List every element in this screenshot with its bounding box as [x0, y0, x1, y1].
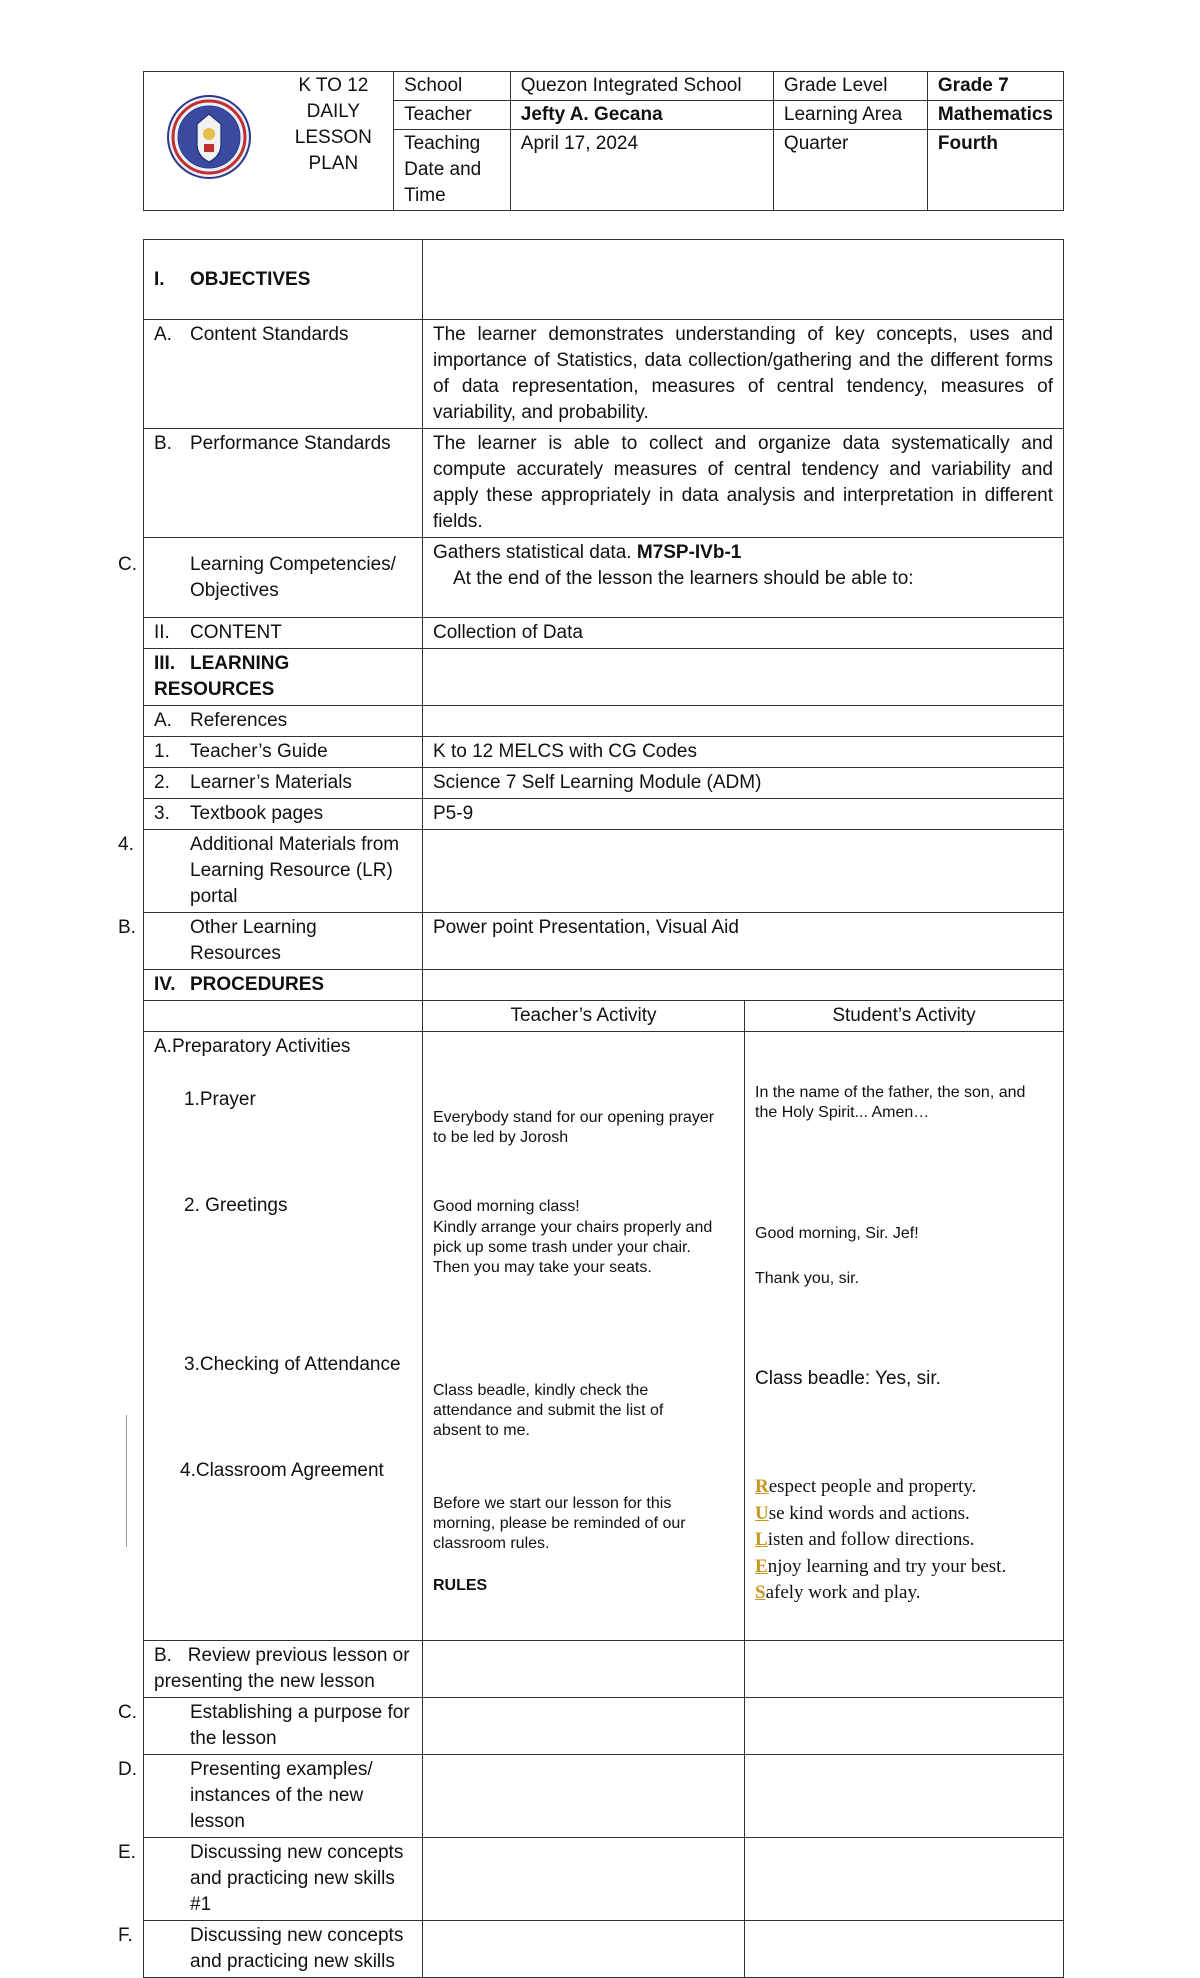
references-label: [144, 706, 423, 737]
area-value: Mathematics: [927, 101, 1063, 130]
item-label: Content Standards: [190, 324, 349, 345]
rule-letter: E: [755, 1555, 768, 1577]
additional-materials-label: [118, 830, 423, 913]
rule-item: [755, 1554, 1006, 1581]
performance-standards-value: The learner is able to collect and organize data systematically and compute accurately measures of central tendency and variability and apply these appropriately in data analysis and interpretation in different fields.: [423, 429, 1064, 538]
quarter-label: Quarter: [773, 130, 927, 211]
greetings-label: 2. Greetings: [184, 1195, 288, 1216]
rule-item: [755, 1501, 1006, 1528]
content-value: Collection of Data: [423, 618, 1064, 649]
agreement-teacher-text: Before we start our lesson for this morning, please be reminded of our classroom rules.: [433, 1495, 686, 1552]
grade-value: Grade 7: [927, 72, 1063, 101]
section-number: III.: [154, 653, 176, 674]
section-label: PROCEDURES: [190, 974, 325, 995]
deped-seal: [144, 72, 274, 211]
rule-text: njoy learning and try your best.: [767, 1555, 1007, 1577]
item-number: 2.: [154, 772, 170, 793]
rule-item: [755, 1527, 1006, 1554]
teacher-activity-cell: [423, 1032, 745, 1641]
discuss2-teacher: [423, 1921, 745, 1978]
section-number: II.: [154, 622, 170, 643]
discuss1-label: [118, 1838, 423, 1921]
procedures-value: [423, 970, 1064, 1001]
performance-standards-label: [144, 429, 423, 538]
school-label: School: [394, 72, 511, 101]
plan-title-line: PLAN: [308, 153, 359, 174]
attendance-label: 3.Checking of Attendance: [184, 1354, 401, 1375]
item-number: A.: [154, 710, 172, 731]
item-label: Review previous lesson or presenting the new lesson: [154, 1645, 410, 1692]
review-student: [745, 1641, 1064, 1698]
teacher-guide-label: [144, 737, 423, 768]
item-number: F.: [118, 1925, 133, 1946]
teacher-value: Jefty A. Gecana: [510, 101, 773, 130]
margin-line: [126, 1415, 127, 1547]
greet-student-text: Thank you, sir.: [755, 1270, 860, 1287]
item-number: C.: [118, 1702, 137, 1723]
item-label: Establishing a purpose for the lesson: [190, 1702, 410, 1749]
resources-value: [423, 649, 1064, 706]
grade-label: Grade Level: [773, 72, 927, 101]
item-number: B.: [118, 917, 136, 938]
student-activity-cell: [745, 1032, 1064, 1641]
discuss2-label: [118, 1921, 423, 1978]
attendance-student-text: Class beadle: Yes, sir.: [755, 1368, 941, 1389]
teacher-label: Teacher: [394, 101, 511, 130]
item-number: A.: [154, 324, 172, 345]
plan-title: [274, 72, 394, 211]
item-number: 3.: [154, 803, 170, 824]
objectives-heading: [144, 240, 423, 320]
header-table: [143, 71, 1064, 211]
rules-list: [755, 1474, 1006, 1607]
competency-text: Gathers statistical data.: [433, 542, 637, 563]
deped-seal-icon: [166, 94, 252, 180]
attendance-teacher-text: Class beadle, kindly check the attendance and submit the list of absent to me.: [433, 1382, 664, 1439]
procedures-heading: [144, 970, 423, 1001]
plan-title-line: K TO 12: [298, 75, 369, 96]
rule-letter: R: [755, 1476, 769, 1497]
content-label: [144, 618, 423, 649]
item-label: Other Learning Resources: [190, 917, 317, 964]
item-label: Discussing new concepts and practicing new skills #1: [190, 1842, 404, 1915]
item-label: Additional Materials from Learning Resource (LR) portal: [190, 834, 400, 907]
quarter-value: Fourth: [927, 130, 1063, 211]
item-number: C.: [118, 553, 137, 575]
other-resources-label: [118, 913, 423, 970]
section-label: CONTENT: [190, 622, 282, 643]
discuss1-student: [745, 1838, 1064, 1921]
examples-label: [118, 1755, 423, 1838]
date-label: Teaching Date and Time: [394, 130, 511, 211]
purpose-label: [118, 1698, 423, 1755]
prayer-teacher-text: Everybody stand for our opening prayer to be led by Jorosh: [433, 1109, 715, 1146]
learner-materials-value: Science 7 Self Learning Module (ADM): [423, 768, 1064, 799]
review-label: [144, 1641, 423, 1698]
item-number: B.: [154, 433, 172, 454]
textbook-value: P5-9: [423, 799, 1064, 830]
section-number: I.: [154, 268, 165, 290]
additional-materials-value: [423, 830, 1064, 913]
discuss1-teacher: [423, 1838, 745, 1921]
competency-intro: At the end of the lesson the learners should be able to:: [453, 568, 914, 589]
review-teacher: [423, 1641, 745, 1698]
item-label: Learning Competencies/ Objectives: [190, 553, 396, 601]
greet-student-text: Good morning, Sir. Jef!: [755, 1225, 919, 1242]
purpose-teacher: [423, 1698, 745, 1755]
rule-item: [755, 1580, 1006, 1607]
competencies-label: [118, 538, 423, 618]
plan-title-line: DAILY: [306, 101, 361, 122]
item-label: Presenting examples/ instances of the new lesson: [190, 1759, 373, 1832]
activity-header-blank: [144, 1001, 423, 1032]
lesson-table: [118, 239, 1064, 1978]
prep-title: A.Preparatory Activities: [154, 1036, 351, 1057]
prayer-student-text: In the name of the father, the son, and the Holy Spirit... Amen…: [755, 1084, 1026, 1121]
plan-title-line: LESSON: [294, 127, 372, 148]
item-label: Teacher’s Guide: [190, 741, 328, 762]
area-label: Learning Area: [773, 101, 927, 130]
rules-heading: RULES: [433, 1577, 488, 1594]
rule-item: [755, 1474, 1006, 1501]
greet-teacher-text: Kindly arrange your chairs properly and pick up some trash under your chair. Then you may take your seats.: [433, 1219, 713, 1276]
other-resources-value: Power point Presentation, Visual Aid: [423, 913, 1064, 970]
discuss2-student: [745, 1921, 1064, 1978]
preparatory-activities-label: [144, 1032, 423, 1641]
examples-teacher: [423, 1755, 745, 1838]
rule-text: afely work and play.: [765, 1582, 921, 1603]
item-number: B.: [154, 1645, 172, 1666]
rule-text: se kind words and actions.: [768, 1502, 970, 1524]
school-value: Quezon Integrated School: [510, 72, 773, 101]
item-number: 1.: [154, 741, 170, 762]
date-value: April 17, 2024: [510, 130, 773, 211]
competency-code: M7SP-IVb-1: [636, 542, 742, 563]
item-label: Learner’s Materials: [190, 772, 352, 793]
rule-letter: L: [755, 1529, 768, 1550]
item-label: References: [190, 710, 288, 731]
rule-letter: S: [755, 1582, 766, 1603]
prayer-label: 1.Prayer: [184, 1089, 256, 1110]
rule-text: isten and follow directions.: [767, 1529, 975, 1550]
objectives-value: [423, 240, 1064, 320]
item-number: D.: [118, 1759, 137, 1780]
section-number: IV.: [154, 974, 176, 995]
item-number: E.: [118, 1842, 136, 1863]
greet-teacher-text: Good morning class!: [433, 1198, 580, 1215]
item-number: 4.: [118, 834, 134, 855]
resources-heading: [144, 649, 423, 706]
competencies-value: [423, 538, 1064, 618]
item-label: Textbook pages: [190, 803, 324, 824]
section-label: LEARNING RESOURCES: [154, 653, 290, 700]
purpose-student: [745, 1698, 1064, 1755]
student-activity-header: Student’s Activity: [745, 1001, 1064, 1032]
examples-student: [745, 1755, 1064, 1838]
teacher-activity-header: Teacher’s Activity: [423, 1001, 745, 1032]
rule-text: espect people and property.: [768, 1476, 977, 1497]
rule-letter: U: [755, 1502, 769, 1524]
teacher-guide-value: K to 12 MELCS with CG Codes: [423, 737, 1064, 768]
item-label: Performance Standards: [190, 433, 391, 454]
section-label: OBJECTIVES: [190, 268, 311, 290]
learner-materials-label: [144, 768, 423, 799]
textbook-label: [144, 799, 423, 830]
item-label: Discussing new concepts and practicing new skills: [190, 1925, 404, 1972]
content-standards-label: [144, 320, 423, 429]
content-standards-value: The learner demonstrates understanding of key concepts, uses and importance of Statistics, data collection/gathering and the different forms of data representation, measures of central tendency, measures of variability, and probability.: [423, 320, 1064, 429]
agreement-label: 4.Classroom Agreement: [180, 1460, 384, 1481]
references-value: [423, 706, 1064, 737]
